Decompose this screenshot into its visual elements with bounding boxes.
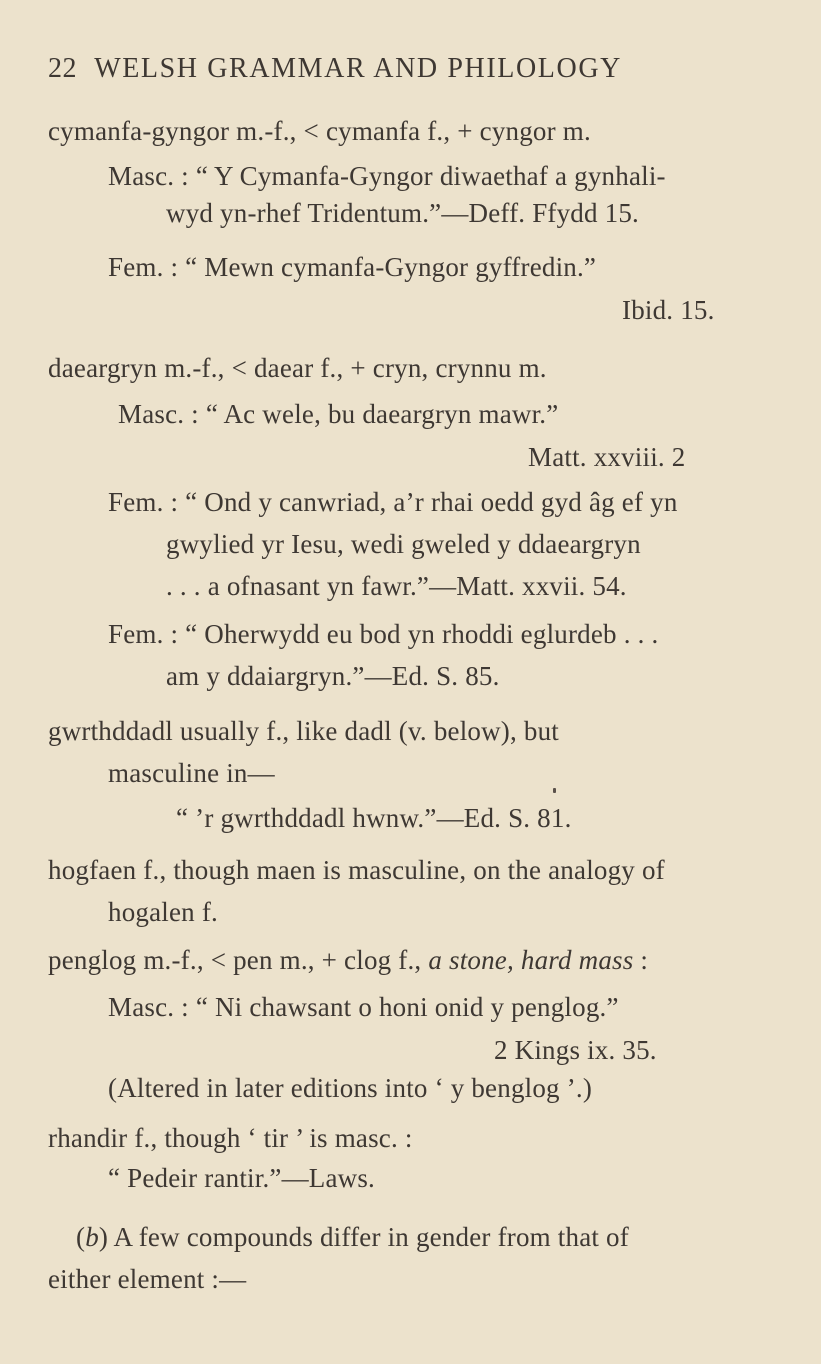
- entry-daeargryn-head: daeargryn m.-f., < daear f., + cryn, crynnu m.: [48, 353, 547, 383]
- running-title: WELSH GRAMMAR AND PHILOLOGY: [94, 53, 622, 84]
- print-speck: [553, 788, 556, 793]
- running-head: [48, 52, 622, 86]
- entry-hogfaen-head-line-1: hogfaen f., though maen is masculine, on the analogy of: [48, 855, 665, 885]
- entry-cymanfa-fem-line: Fem. : “ Mewn cymanfa-Gyngor gyffredin.”: [108, 252, 597, 282]
- page-number: 22: [48, 53, 77, 84]
- section-b-text: ) A few compounds differ in gender from that of: [98, 1222, 629, 1252]
- section-b-open-paren: (: [76, 1222, 86, 1252]
- penglog-head-tail: :: [633, 945, 649, 975]
- entry-penglog-masc-ref: 2 Kings ix. 35.: [494, 1035, 657, 1065]
- section-b-letter: b: [85, 1222, 99, 1252]
- entry-daeargryn-fem-a-line-2: gwylied yr Iesu, wedi gweled y ddaeargryn: [166, 529, 641, 559]
- penglog-head-gloss: a stone, hard mass: [428, 945, 634, 975]
- entry-daeargryn-masc-ref: Matt. xxviii. 2: [528, 442, 686, 472]
- section-b-line-2: either element :—: [48, 1264, 247, 1294]
- entry-gwrthddadl-head-line-1: [48, 714, 778, 748]
- entry-gwrthddadl-head-line-2: masculine in—: [108, 758, 275, 788]
- entry-penglog-head: [48, 943, 648, 977]
- entry-daeargryn-fem-b-line-1: Fem. : “ Oherwydd eu bod yn rhoddi eglurdeb . . .: [108, 619, 659, 649]
- entry-gwrthddadl-quote: “ ’r gwrthddadl hwnw.”—Ed. S. 81.: [176, 803, 572, 833]
- entry-rhandir-head: rhandir f., though ‘ tir ’ is masc. :: [48, 1123, 413, 1153]
- entry-daeargryn-fem-a-line-3: . . . a ofnasant yn fawr.”—Matt. xxvii. 54.: [166, 571, 627, 601]
- entry-cymanfa-masc-line-1: Masc. : “ Y Cymanfa-Gyngor diwaethaf a gynhali-: [108, 161, 666, 191]
- penglog-head-plain: penglog m.-f., < pen m., + clog f.,: [48, 945, 429, 975]
- section-b-lead: [76, 1220, 629, 1254]
- entry-penglog-masc-line: Masc. : “ Ni chawsant o honi onid y penglog.”: [108, 992, 619, 1022]
- entry-daeargryn-fem-b-line-2: am y ddaiargryn.”—Ed. S. 85.: [166, 661, 500, 691]
- entry-penglog-note: (Altered in later editions into ‘ y benglog ’.): [108, 1073, 593, 1103]
- gwrthddadl-head-text: gwrthddadl usually f., like dadl (v. below), but: [48, 716, 559, 746]
- entry-daeargryn-fem-a-line-1: Fem. : “ Ond y canwriad, a’r rhai oedd gyd âg ef yn: [108, 487, 678, 517]
- entry-daeargryn-masc-line: Masc. : “ Ac wele, bu daeargryn mawr.”: [118, 399, 559, 429]
- entry-rhandir-quote: “ Pedeir rantir.”—Laws.: [108, 1163, 376, 1193]
- entry-cymanfa-head: cymanfa-gyngor m.-f., < cymanfa f., + cyngor m.: [48, 116, 591, 146]
- entry-cymanfa-masc-line-2: wyd yn-rhef Tridentum.”—Deff. Ffydd 15.: [166, 198, 640, 228]
- section-b-line-1: [76, 1220, 778, 1254]
- entry-cymanfa-fem-ref: Ibid. 15.: [622, 295, 715, 325]
- entry-hogfaen-head-line-2: hogalen f.: [108, 897, 218, 927]
